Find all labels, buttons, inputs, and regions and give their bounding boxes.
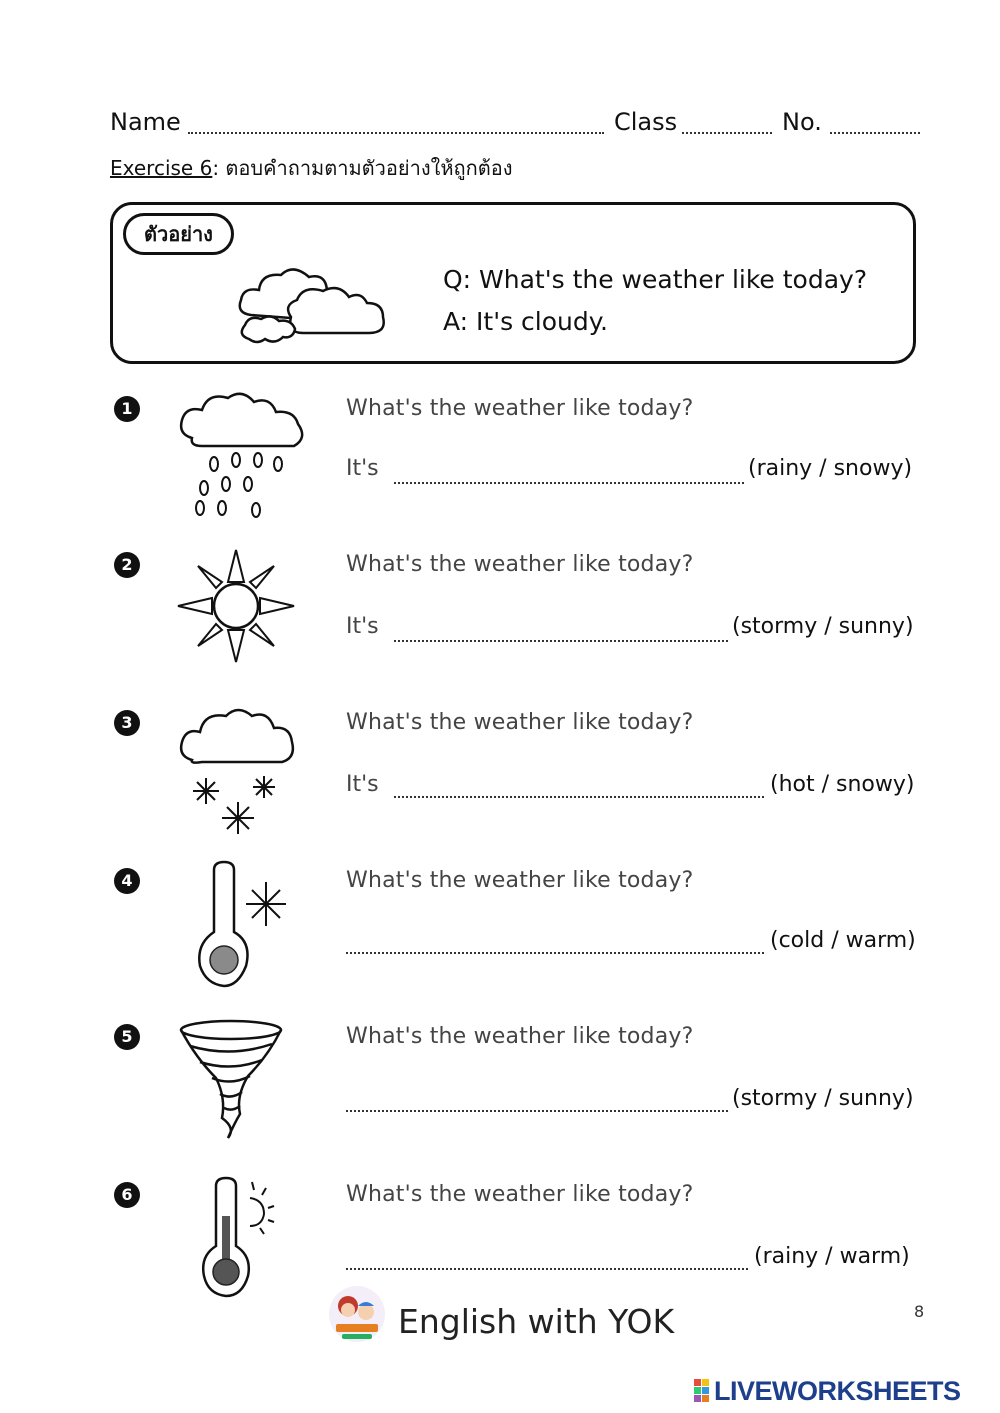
question-text: What's the weather like today? xyxy=(346,396,694,421)
question-text: What's the weather like today? xyxy=(346,1024,694,1049)
number-field[interactable] xyxy=(830,132,920,134)
example-box xyxy=(110,202,916,364)
question-item xyxy=(114,1182,140,1208)
sun-icon xyxy=(176,548,296,664)
name-field[interactable] xyxy=(188,132,604,134)
liveworksheets-logo xyxy=(694,1376,961,1407)
answer-choices: (cold / warm) xyxy=(770,928,916,953)
answer-prefix: It's xyxy=(346,456,379,481)
class-label: Class xyxy=(614,108,678,136)
question-text: What's the weather like today? xyxy=(346,1182,694,1207)
item-number: 5 xyxy=(114,1024,140,1050)
answer-prefix: It's xyxy=(346,772,379,797)
question-item xyxy=(114,868,140,894)
watermark-text: LIVEWORKSHEETS xyxy=(714,1376,961,1406)
exercise-instruction: : ตอบคำถามตามตัวอย่างให้ถูกต้อง xyxy=(212,156,513,180)
name-label: Name xyxy=(110,108,181,136)
item-number: 3 xyxy=(114,710,140,736)
item-number: 4 xyxy=(114,868,140,894)
snow-cloud-icon xyxy=(178,704,296,840)
example-question: Q: What's the weather like today? xyxy=(443,265,868,294)
answer-field[interactable] xyxy=(346,1268,748,1270)
student-info-line xyxy=(110,108,922,144)
no-label: No. xyxy=(782,108,822,136)
cloud-icon xyxy=(231,255,391,345)
footer-brand: English with YOK xyxy=(398,1302,675,1341)
question-item xyxy=(114,552,140,578)
exercise-title: Exercise 6 xyxy=(110,156,213,180)
example-answer: A: It's cloudy. xyxy=(443,307,608,336)
hot-thermometer-icon xyxy=(198,1176,282,1300)
item-number: 6 xyxy=(114,1182,140,1208)
page-number: 8 xyxy=(914,1302,925,1321)
tornado-icon xyxy=(176,1018,286,1140)
rain-cloud-icon xyxy=(174,388,310,522)
answer-field[interactable] xyxy=(394,482,744,484)
question-item xyxy=(114,1024,140,1050)
brand-logo xyxy=(328,1284,386,1344)
answer-choices: (stormy / sunny) xyxy=(732,614,914,639)
question-item xyxy=(114,396,140,422)
answer-choices: (hot / snowy) xyxy=(770,772,915,797)
item-number: 2 xyxy=(114,552,140,578)
answer-prefix: It's xyxy=(346,614,379,639)
answer-choices: (stormy / sunny) xyxy=(732,1086,914,1111)
item-number: 1 xyxy=(114,396,140,422)
answer-field[interactable] xyxy=(346,1110,728,1112)
answer-choices: (rainy / snowy) xyxy=(748,456,913,481)
question-item xyxy=(114,710,140,736)
question-text: What's the weather like today? xyxy=(346,552,694,577)
exercise-heading xyxy=(110,152,513,184)
answer-field[interactable] xyxy=(394,640,728,642)
answer-field[interactable] xyxy=(394,796,764,798)
answer-choices: (rainy / warm) xyxy=(754,1244,910,1269)
answer-field[interactable] xyxy=(346,952,764,954)
question-text: What's the weather like today? xyxy=(346,868,694,893)
example-tag: ตัวอย่าง xyxy=(123,213,234,255)
cold-thermometer-icon xyxy=(194,860,288,990)
question-text: What's the weather like today? xyxy=(346,710,694,735)
liveworksheets-badge-icon xyxy=(694,1379,710,1403)
class-field[interactable] xyxy=(682,132,772,134)
